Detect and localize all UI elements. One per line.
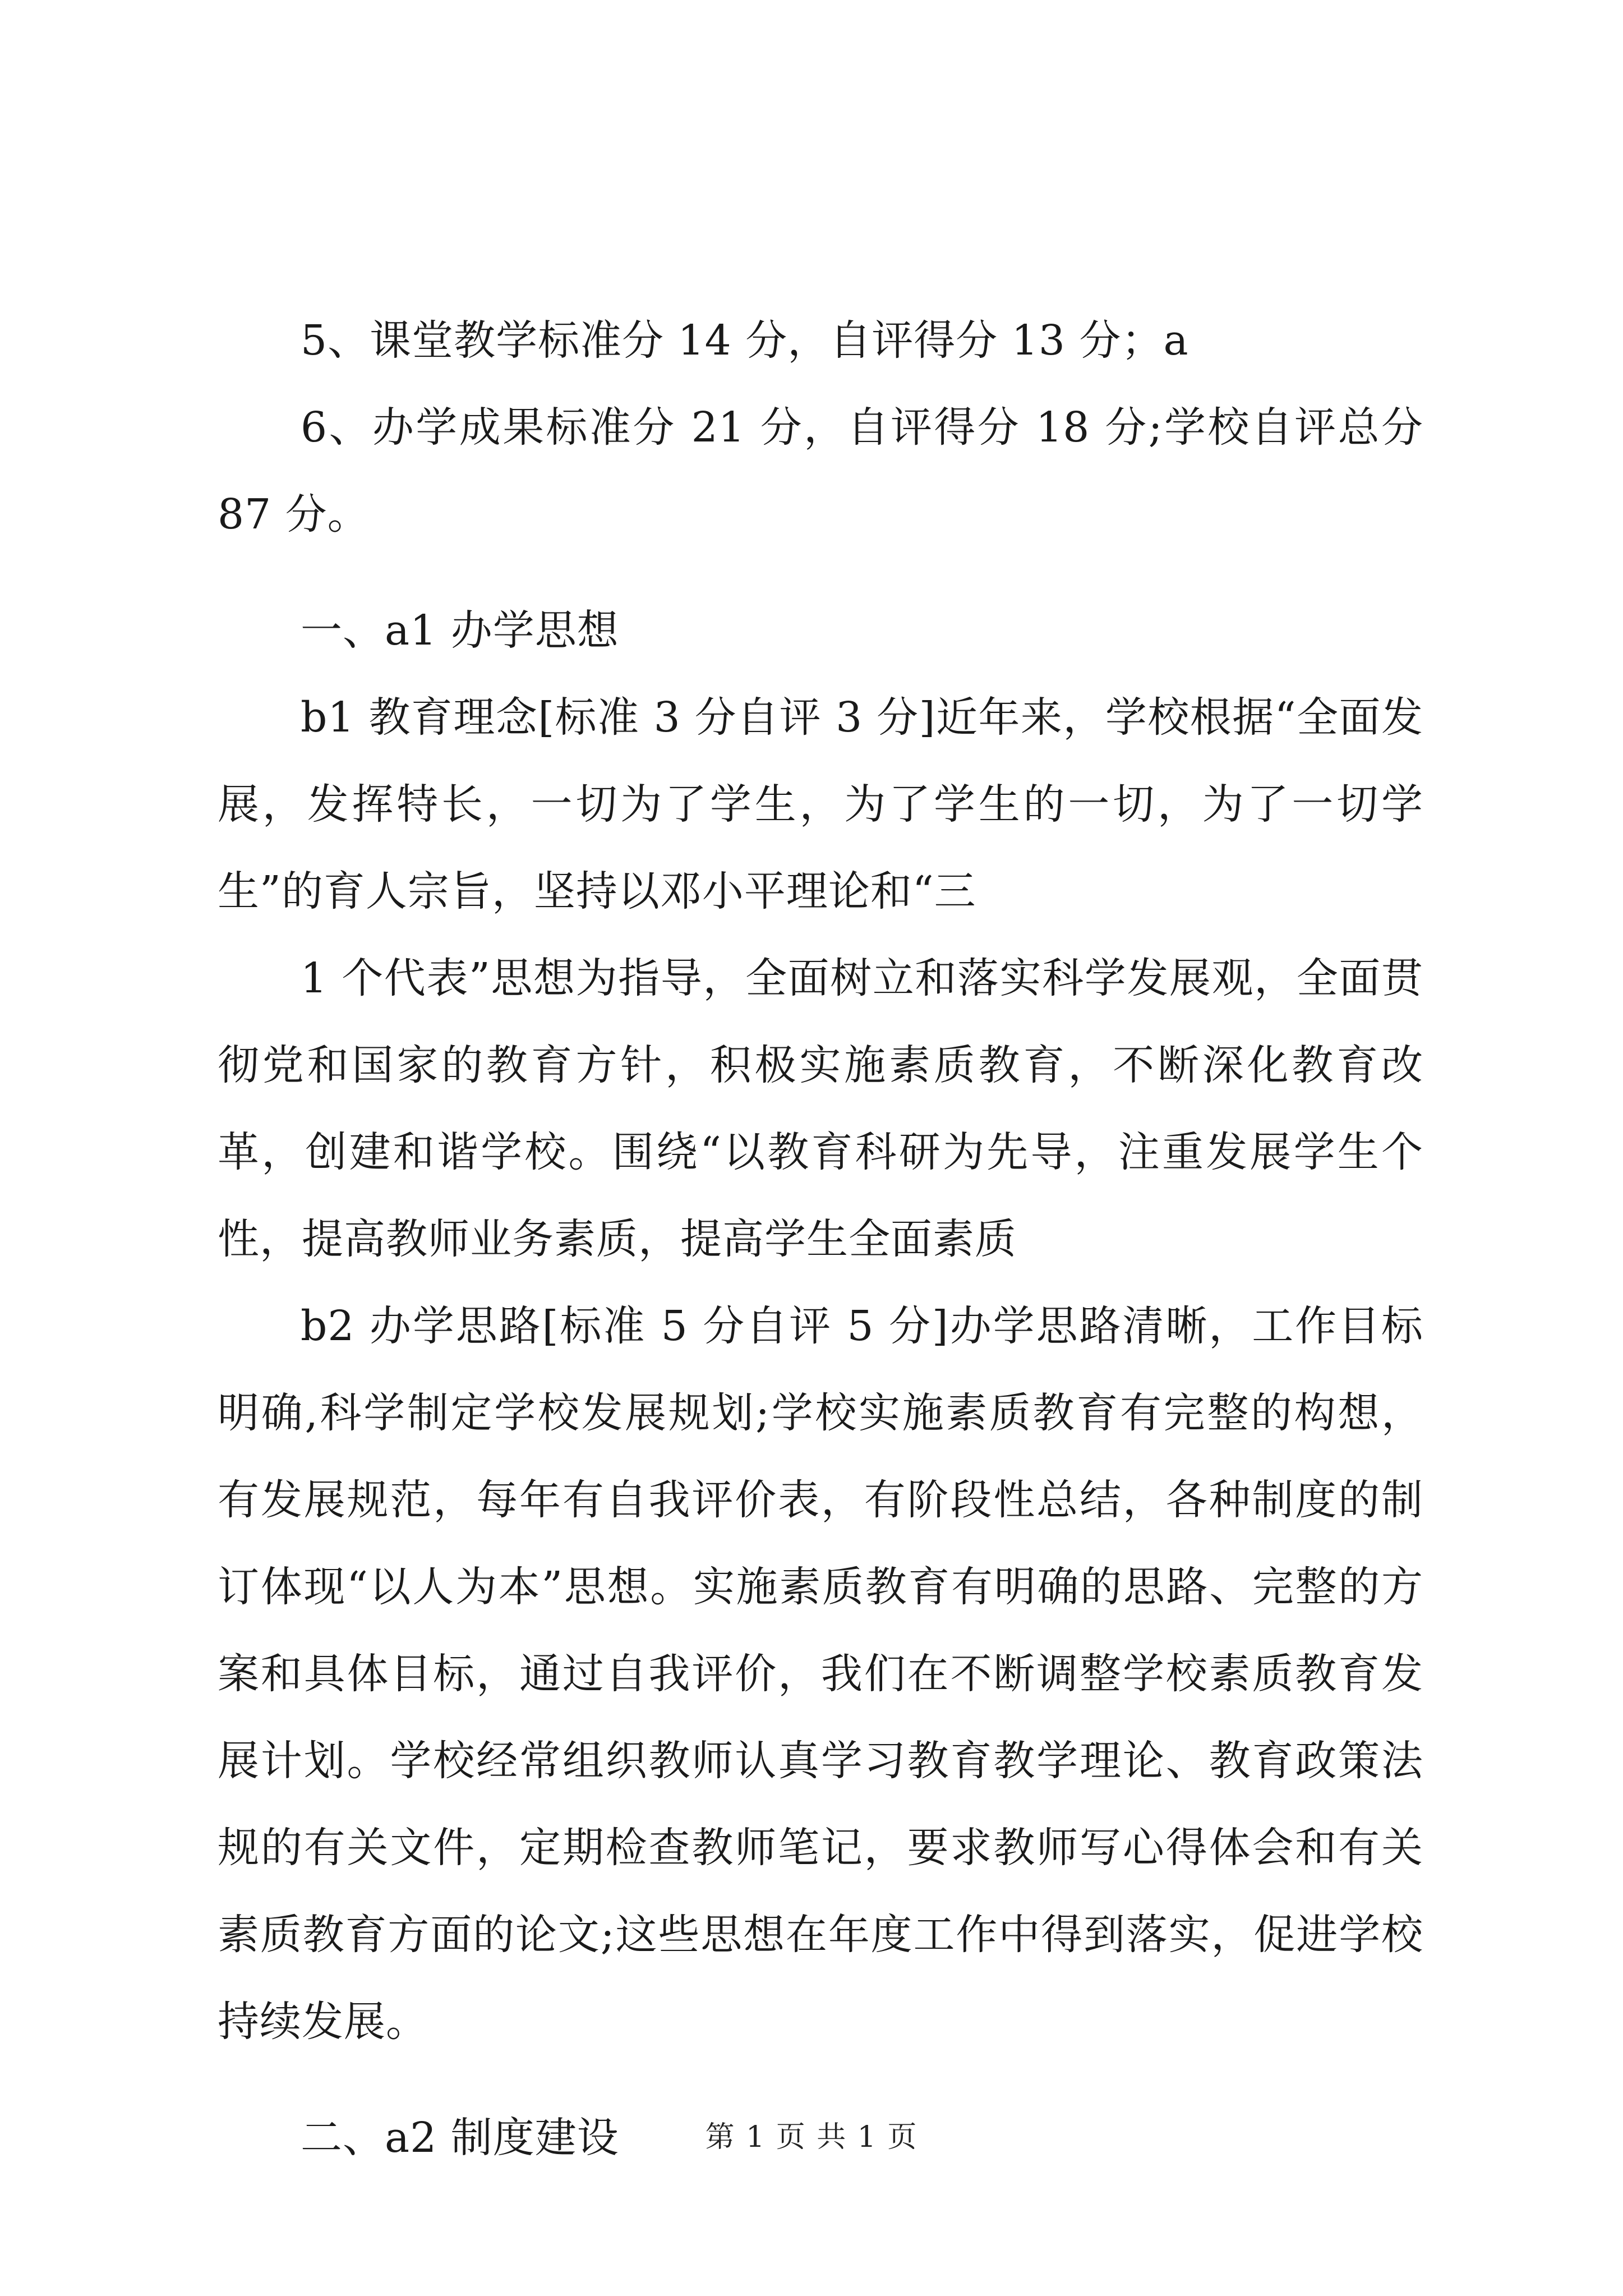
paragraph-education-concept: b1 教育理念[标准 3 分自评 3 分]近年来，学校根据“全面发展，发挥特长，一切为了学生，为了学生的一切，为了一切学生”的育人宗旨，坚持以邓小平理论和“三 <box>218 693 1423 915</box>
paragraph-three-represents: 1 个代表”思想为指导，全面树立和落实科学发展观，全面贯彻党和国家的教育方针，积极实施素质教育，不断深化教育改革，创建和谐学校。围绕“以教育科研为先导，注重发展学生个性，提高教师业务素质，提高学生全面素质 <box>218 954 1423 1263</box>
page-number-footer: 第 1 页 共 1 页 <box>705 2120 918 2154</box>
section-heading-school-philosophy: 一、a1 办学思想 <box>301 606 619 655</box>
paragraph-classroom-teaching-score: 5、课堂教学标准分 14 分，自评得分 13 分；a <box>301 316 1189 365</box>
section-heading-system-building: 二、a2 制度建设 <box>301 2114 619 2162</box>
paragraph-school-results-score: 6、办学成果标准分 21 分，自评得分 18 分;学校自评总分 87 分。 <box>218 403 1423 539</box>
document-body <box>218 297 1423 2182</box>
paragraph-school-approach: b2 办学思路[标准 5 分自评 5 分]办学思路清晰，工作目标明确,科学制定学校发展规划;学校实施素质教育有完整的构想，有发展规范，每年有自我评价表，有阶段性总结，各种制度的制订体现“以人为本”思想。实施素质教育有明确的思路、完整的方案和具体目标，通过自我评价，我们在不断调整学校素质教育发展计划。学校经常组织教师认真学习教育教学理论、教育政策法规的有关文件，定期检查教师笔记，要求教师写心得体会和有关素质教育方面的论文;这些思想在年度工作中得到落实，促进学校持续发展。 <box>218 1302 1423 2046</box>
